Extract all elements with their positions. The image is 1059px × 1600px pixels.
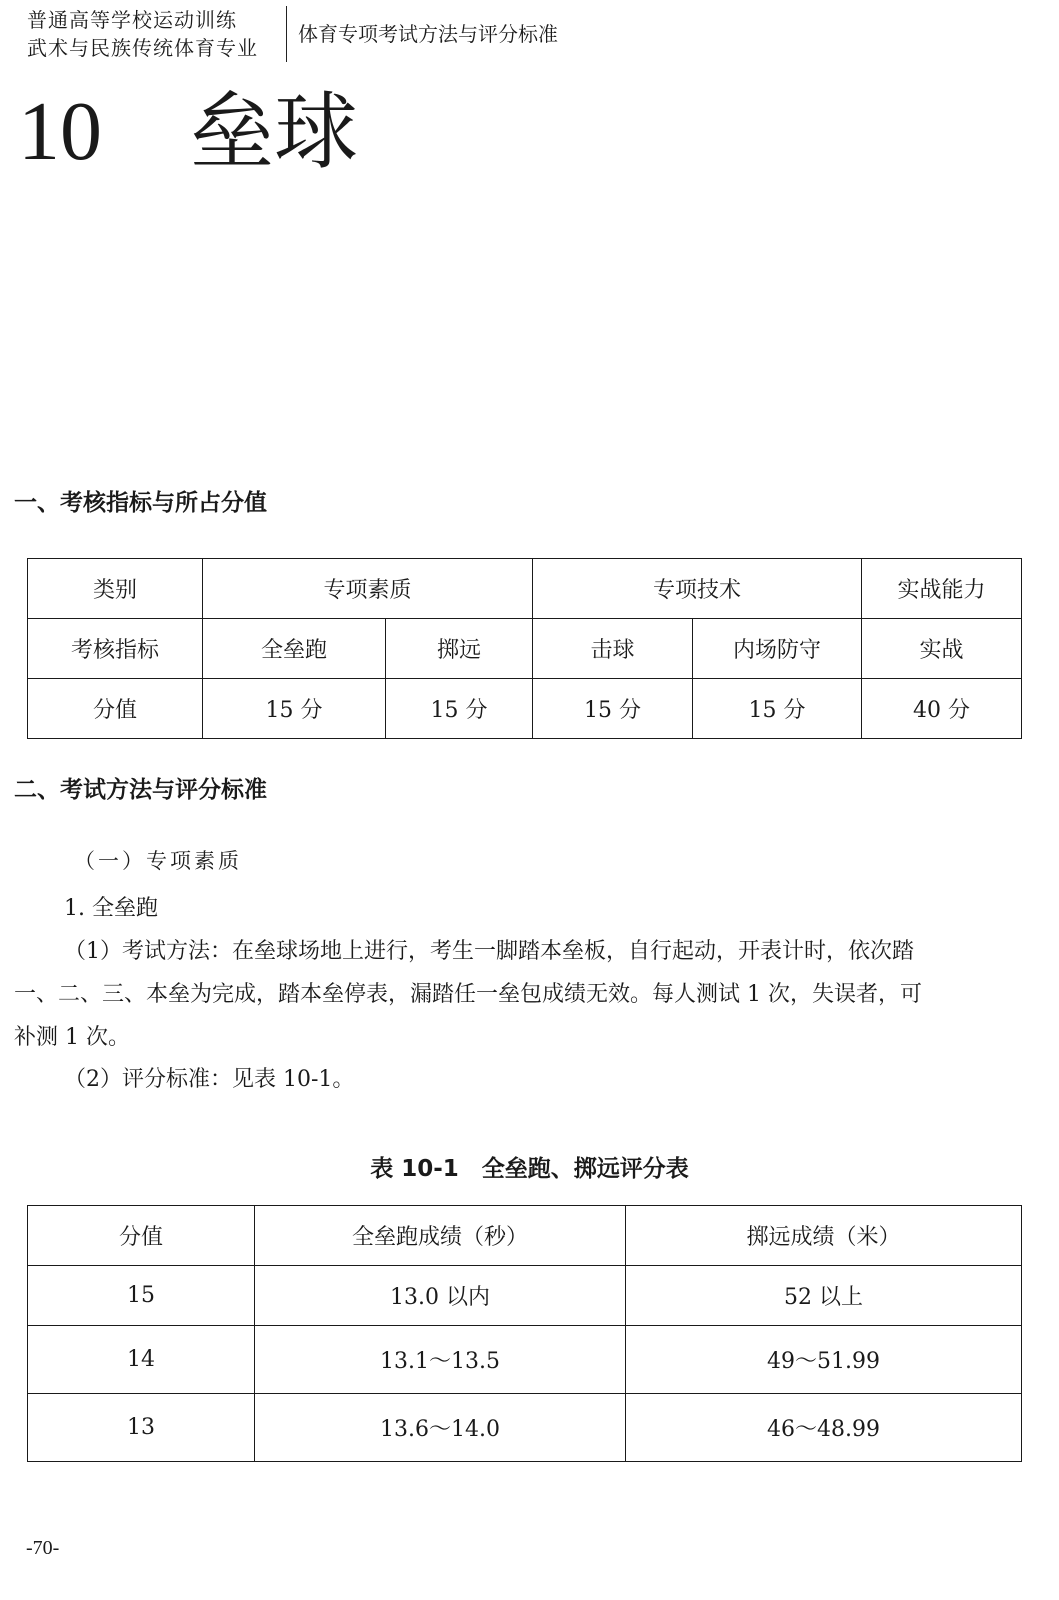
- table-cell: 49～51.99: [626, 1326, 1022, 1394]
- table-cell: 13: [28, 1394, 255, 1462]
- table-cell: 专项素质: [203, 559, 533, 619]
- table-cell: 全垒跑: [203, 619, 386, 679]
- section-heading-2: 二、考试方法与评分标准: [14, 777, 267, 803]
- header-line-2: 武术与民族传统体育专业: [27, 36, 258, 60]
- chapter-title: 垒球: [190, 83, 359, 181]
- table-cell: 46～48.99: [626, 1394, 1022, 1462]
- table-header-row: [28, 1206, 1022, 1266]
- paragraph-line: （2）评分标准：见表 10-1。: [64, 1067, 355, 1092]
- table-cell: 击球: [533, 619, 693, 679]
- table-cell: 13.6～14.0: [255, 1394, 626, 1462]
- header-divider: [286, 6, 287, 62]
- table-row: [28, 619, 1022, 679]
- column-header: 全垒跑成绩（秒）: [255, 1206, 626, 1266]
- table-cell: 15: [28, 1266, 255, 1326]
- subsection-heading: （一）专项素质: [74, 849, 242, 873]
- table-cell: 类别: [28, 559, 203, 619]
- running-header-right: 体育专项考试方法与评分标准: [298, 22, 558, 46]
- table-cell: 掷远: [386, 619, 533, 679]
- table-cell: 15 分: [386, 679, 533, 739]
- table-cell: 13.0 以内: [255, 1266, 626, 1326]
- score-table: [27, 1205, 1022, 1462]
- table-cell: 专项技术: [533, 559, 862, 619]
- table-cell: 15 分: [203, 679, 386, 739]
- table-row: [28, 559, 1022, 619]
- table-cell: 52 以上: [626, 1266, 1022, 1326]
- table-cell: 13.1～13.5: [255, 1326, 626, 1394]
- table-cell: 15 分: [693, 679, 862, 739]
- table-cell: 分值: [28, 679, 203, 739]
- table-row: [28, 1326, 1022, 1394]
- running-header-left: [27, 6, 283, 62]
- table-cell: 14: [28, 1326, 255, 1394]
- paragraph-line: 补测 1 次。: [14, 1025, 130, 1050]
- page-number: -70-: [26, 1537, 60, 1559]
- column-header: 分值: [28, 1206, 255, 1266]
- item-title: 1. 全垒跑: [64, 896, 158, 921]
- table-cell: 实战: [862, 619, 1022, 679]
- table-cell: 实战能力: [862, 559, 1022, 619]
- header-line-1: 普通高等学校运动训练: [27, 8, 237, 32]
- table-cell: 15 分: [533, 679, 693, 739]
- indicator-table: [27, 558, 1022, 739]
- table-caption: 表 10-1 全垒跑、掷远评分表: [370, 1156, 689, 1182]
- paragraph-line: 一、二、三、本垒为完成，踏本垒停表，漏踏任一垒包成绩无效。每人测试 1 次，失误者，可: [14, 982, 922, 1007]
- column-header: 掷远成绩（米）: [626, 1206, 1022, 1266]
- section-heading-1: 一、考核指标与所占分值: [14, 490, 267, 516]
- table-cell: 40 分: [862, 679, 1022, 739]
- paragraph-line: （1）考试方法：在垒球场地上进行，考生一脚踏本垒板，自行起动，开表计时，依次踏: [64, 939, 914, 964]
- table-row: [28, 1266, 1022, 1326]
- table-cell: 考核指标: [28, 619, 203, 679]
- table-row: [28, 679, 1022, 739]
- table-row: [28, 1394, 1022, 1462]
- table-cell: 内场防守: [693, 619, 862, 679]
- chapter-number: 10: [18, 85, 102, 178]
